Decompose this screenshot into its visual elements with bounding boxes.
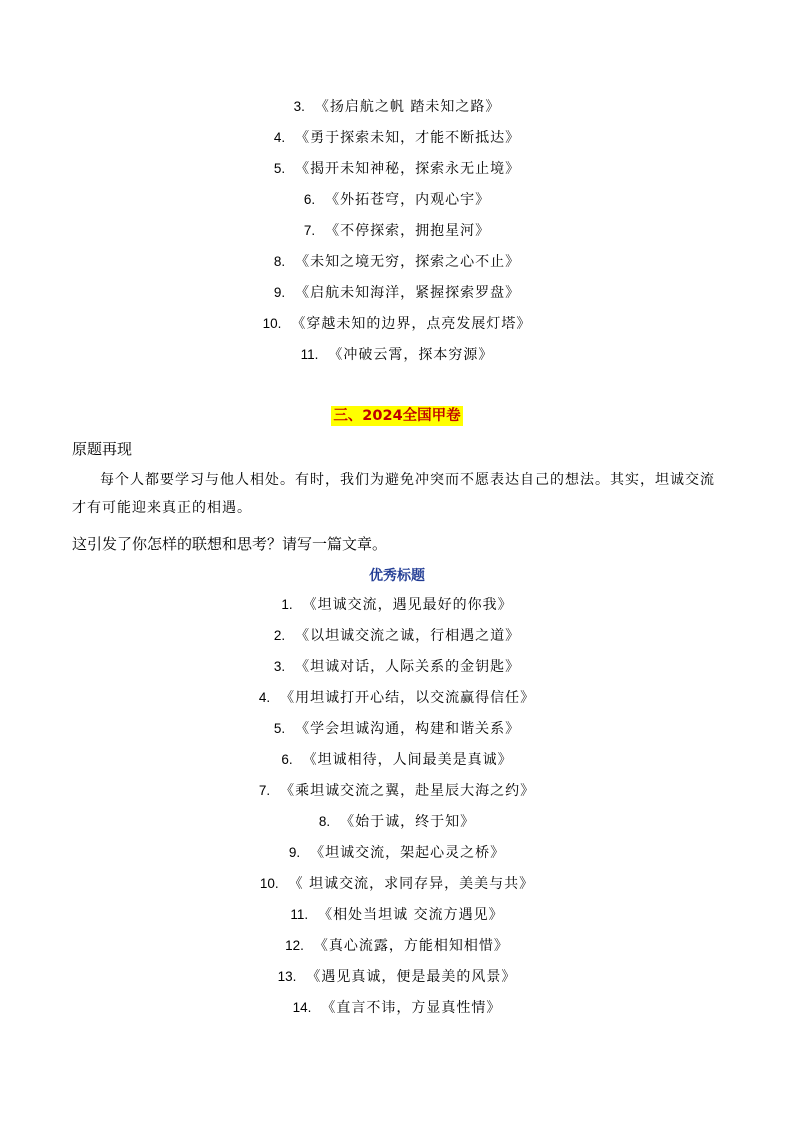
list-item: 12. 《真心流露，方能相知相惜》 [285,938,509,954]
title-text: 《坦诚交流，遇见最好的你我》 [302,597,513,613]
title-text: 《坦诚相待，人间最美是真诚》 [302,752,513,768]
list-item: 5. 《学会坦诚沟通，构建和谐关系》 [273,721,521,737]
list-item: 10. 《 坦诚交流，求同存异，美美与共》 [259,876,535,892]
title-text: 《坦诚对话，人际关系的金钥匙》 [295,659,521,675]
list-item: 1. 《坦诚交流，遇见最好的你我》 [281,597,513,613]
title-text: 《坦诚交流，架起心灵之桥》 [310,845,506,861]
title-text: 《冲破云霄，探本穷源》 [328,347,494,363]
title-text: 《 坦诚交流，求同存异，美美与共》 [288,876,535,892]
list-item: 2. 《以坦诚交流之诚，行相遇之道》 [273,628,521,644]
essay-question: 这引发了你怎样的联想和思考？请写一篇文章。 [72,535,388,553]
title-text: 《未知之境无穷，探索之心不止》 [295,254,521,270]
title-text: 《相处当坦诚 交流方遇见》 [318,907,504,923]
list-item: 3. 《坦诚对话，人际关系的金钥匙》 [273,659,521,675]
list-item: 4. 《勇于探索未知，才能不断抵达》 [273,130,521,146]
list-item: 8. 《未知之境无穷，探索之心不止》 [273,254,521,270]
list-item: 5. 《揭开未知神秘，探索永无止境》 [273,161,521,177]
list-item: 7. 《不停探索，拥抱星河》 [303,223,491,239]
title-text: 《以坦诚交流之诚，行相遇之道》 [295,628,521,644]
title-list-exploration [0,91,794,370]
list-item: 6. 《外拓苍穹，内观心宇》 [303,192,491,208]
list-item: 4. 《用坦诚打开心结，以交流赢得信任》 [258,690,536,706]
title-text: 《不停探索，拥抱星河》 [325,223,491,239]
title-text: 《始于诚，终于知》 [340,814,476,830]
list-item: 11. 《冲破云霄，探本穷源》 [300,347,494,363]
title-text: 《真心流露，方能相知相惜》 [313,938,509,954]
list-item: 3. 《扬启航之帆 踏未知之路》 [293,99,501,115]
title-list-candor [0,589,794,1023]
title-text: 《扬启航之帆 踏未知之路》 [314,99,501,115]
list-item: 10. 《穿越未知的边界，点亮发展灯塔》 [262,316,532,332]
list-item: 6. 《坦诚相待，人间最美是真诚》 [281,752,513,768]
title-text: 《用坦诚打开心结，以交流赢得信任》 [280,690,536,706]
list-item: 9. 《坦诚交流，架起心灵之桥》 [288,845,506,861]
title-text: 《穿越未知的边界，点亮发展灯塔》 [291,316,532,332]
excellent-titles-heading: 优秀标题 [369,568,425,584]
list-item: 13. 《遇见真诚，便是最美的风景》 [277,969,517,985]
list-item: 11. 《相处当坦诚 交流方遇见》 [290,907,504,923]
list-item: 8. 《始于诚，终于知》 [318,814,476,830]
list-item: 14. 《直言不讳，方显真性情》 [292,1000,502,1016]
section-heading: 三、2024全国甲卷 [333,408,461,424]
list-item: 9. 《启航未知海洋，紧握探索罗盘》 [273,285,521,301]
title-text: 《遇见真诚，便是最美的风景》 [306,969,517,985]
original-question-label: 原题再现 [72,440,133,458]
essay-prompt: 每个人都要学习与他人相处。有时，我们为避免冲突而不愿表达自己的想法。其实，坦诚交流才有可能迎来真正的相遇。 [72,472,715,516]
title-text: 《乘坦诚交流之翼，赴星辰大海之约》 [280,783,536,799]
title-text: 《勇于探索未知，才能不断抵达》 [295,130,521,146]
title-text: 《学会坦诚沟通，构建和谐关系》 [295,721,521,737]
title-text: 《启航未知海洋，紧握探索罗盘》 [295,285,521,301]
list-item: 7. 《乘坦诚交流之翼，赴星辰大海之约》 [258,783,536,799]
title-text: 《直言不讳，方显真性情》 [321,1000,502,1016]
title-text: 《揭开未知神秘，探索永无止境》 [295,161,521,177]
title-text: 《外拓苍穹，内观心宇》 [325,192,491,208]
